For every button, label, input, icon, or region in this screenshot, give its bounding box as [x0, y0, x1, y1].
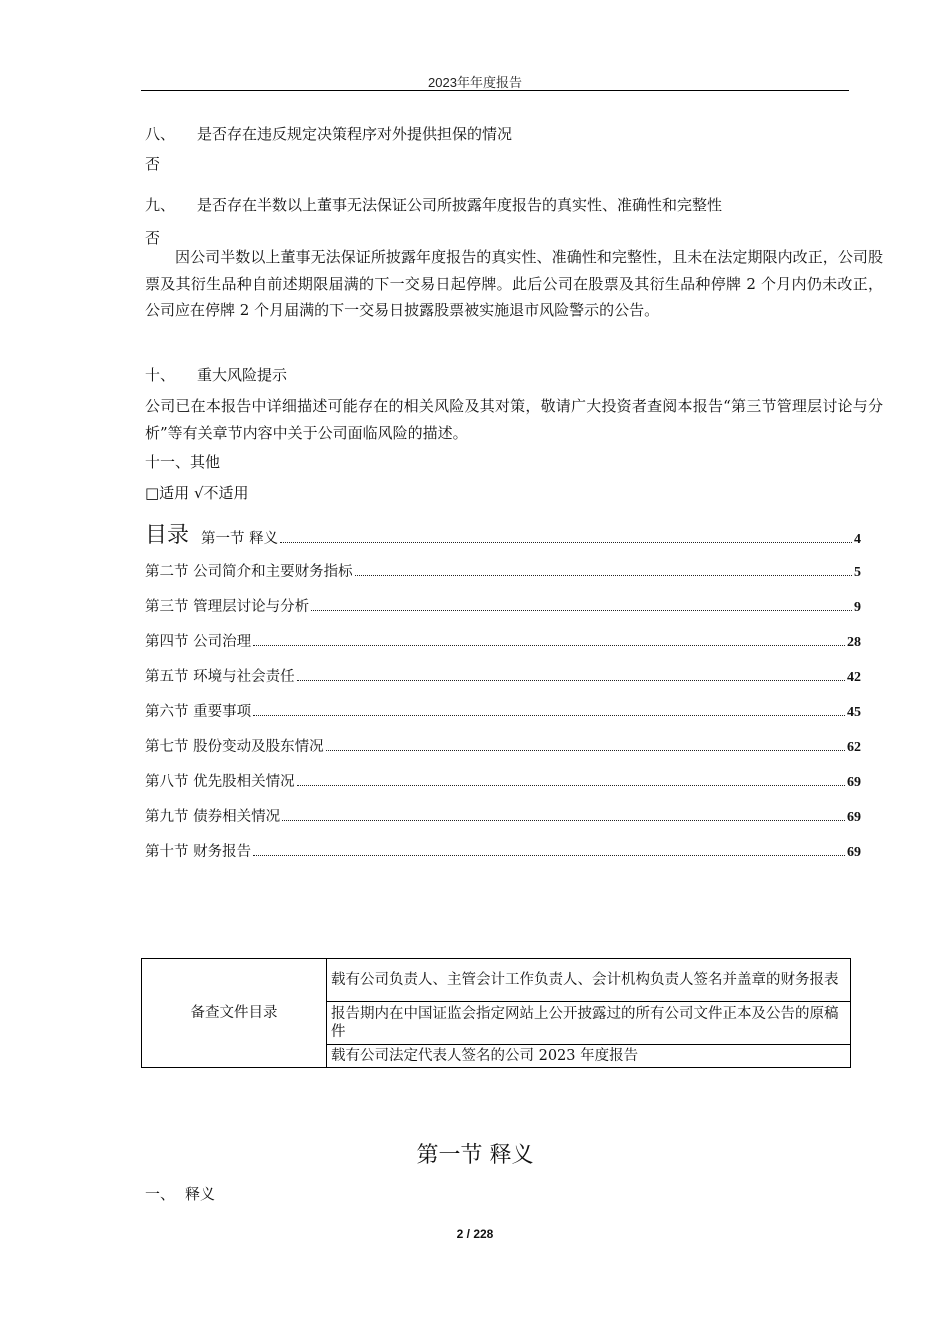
section-sub-number: 一、: [145, 1185, 176, 1203]
item-ten-number: 十、: [145, 366, 176, 384]
item-ten-text: 公司已在本报告中详细描述可能存在的相关风险及其对策，敬请广大投资者查阅本报告“第三节管理层讨论与分析”等有关章节内容中关于公司面临风险的描述。: [145, 397, 883, 442]
toc-dot-leader: [355, 575, 852, 576]
toc-entry[interactable]: [145, 629, 861, 651]
toc-entry-page: 42: [847, 670, 861, 685]
toc-entry-title: 第五节 环境与社会责任: [145, 669, 295, 685]
toc-entry-title: 第十节 财务报告: [145, 844, 252, 860]
toc-heading: 目录: [145, 523, 190, 548]
toc-entry[interactable]: [145, 699, 861, 721]
item-nine-title: 是否存在半数以上董事无法保证公司所披露年度报告的真实性、准确性和完整性: [197, 196, 723, 214]
toc-dot-leader: [280, 542, 852, 543]
toc-entry-page: 69: [847, 775, 861, 790]
table-row: [142, 959, 851, 1002]
toc-entry[interactable]: [145, 664, 861, 686]
item-nine-note: 因公司半数以上董事无法保证所披露年度报告的真实性、准确性和完整性，且未在法定期限内改正，公司股票及其衍生品种自前述期限届满的下一交易日起停牌。此后公司在股票及其衍生品种停牌 2 个月内仍未改正，公司应在停牌 2 个月届满的下一交易日披露股票被实施退市风险警示的公告。: [145, 248, 883, 319]
item-eleven-options: □适用 √不适用: [145, 484, 249, 502]
toc-dot-leader: [297, 680, 845, 681]
reference-label: 备查文件目录: [142, 959, 327, 1068]
item-eight-title: 是否存在违反规定决策程序对外提供担保的情况: [197, 125, 513, 143]
toc-dot-leader: [297, 785, 845, 786]
reference-item: 报告期内在中国证监会指定网站上公开披露过的所有公司文件正本及公告的原稿件: [327, 1002, 851, 1045]
item-nine-number: 九、: [145, 196, 176, 214]
item-nine-heading: [145, 195, 722, 215]
toc-entry[interactable]: [145, 839, 861, 861]
toc-entry-title: 第七节 股份变动及股东情况: [145, 739, 324, 755]
header-rule: [141, 90, 849, 91]
toc-dot-leader: [253, 645, 845, 646]
item-ten-heading: [145, 365, 287, 385]
toc-entry-title: 第九节 债券相关情况: [145, 809, 281, 825]
item-eight-heading: [145, 124, 512, 144]
toc-dot-leader: [253, 855, 845, 856]
toc-entry-page: 69: [847, 810, 861, 825]
toc-entry-title: 第二节 公司简介和主要财务指标: [145, 564, 353, 580]
item-eight-answer: 否: [145, 155, 161, 173]
toc-entry[interactable]: [145, 804, 861, 826]
toc-dot-leader: [326, 750, 845, 751]
item-eight-number: 八、: [145, 125, 176, 143]
toc-entry-page: 9: [854, 600, 861, 615]
page-number: 2 / 228: [456, 1227, 494, 1241]
item-eleven-heading: 十一、其他: [145, 453, 221, 471]
page-header-title: 2023年年度报告: [428, 75, 522, 90]
toc-entry-page: 28: [847, 635, 861, 650]
item-ten-title: 重大风险提示: [197, 366, 288, 384]
toc-entry[interactable]: [145, 734, 861, 756]
section-sub-title: 释义: [185, 1185, 216, 1203]
toc-entry[interactable]: [145, 594, 861, 616]
reference-item: 载有公司法定代表人签名的公司 2023 年度报告: [327, 1045, 851, 1068]
section-title: 第一节 释义: [416, 1143, 534, 1168]
toc-entry-title: 第八节 优先股相关情况: [145, 774, 295, 790]
toc-dot-leader: [282, 820, 845, 821]
toc-entry-title: 第三节 管理层讨论与分析: [145, 599, 310, 615]
toc-entry-title: 第四节 公司治理: [145, 634, 252, 650]
toc-entry-page: 69: [847, 845, 861, 860]
toc-entry-page: 4: [854, 532, 861, 547]
reference-item: 载有公司负责人、主管会计工作负责人、会计机构负责人签名并盖章的财务报表: [327, 959, 851, 1002]
toc-entry-title: 第六节 重要事项: [145, 704, 252, 720]
item-nine-answer: 否: [145, 229, 161, 247]
toc-entry[interactable]: [145, 769, 861, 791]
toc-dot-leader: [253, 715, 845, 716]
toc-entry[interactable]: [145, 559, 861, 581]
toc-entry-title: 第一节 释义: [201, 531, 279, 547]
toc-entry-page: 5: [854, 565, 861, 580]
toc-dot-leader: [311, 610, 852, 611]
toc-entry-page: 45: [847, 705, 861, 720]
section-subheading: [145, 1184, 215, 1204]
reference-documents-table: [141, 958, 851, 1068]
toc-entry-page: 62: [847, 740, 861, 755]
toc-entry[interactable]: [145, 523, 861, 548]
